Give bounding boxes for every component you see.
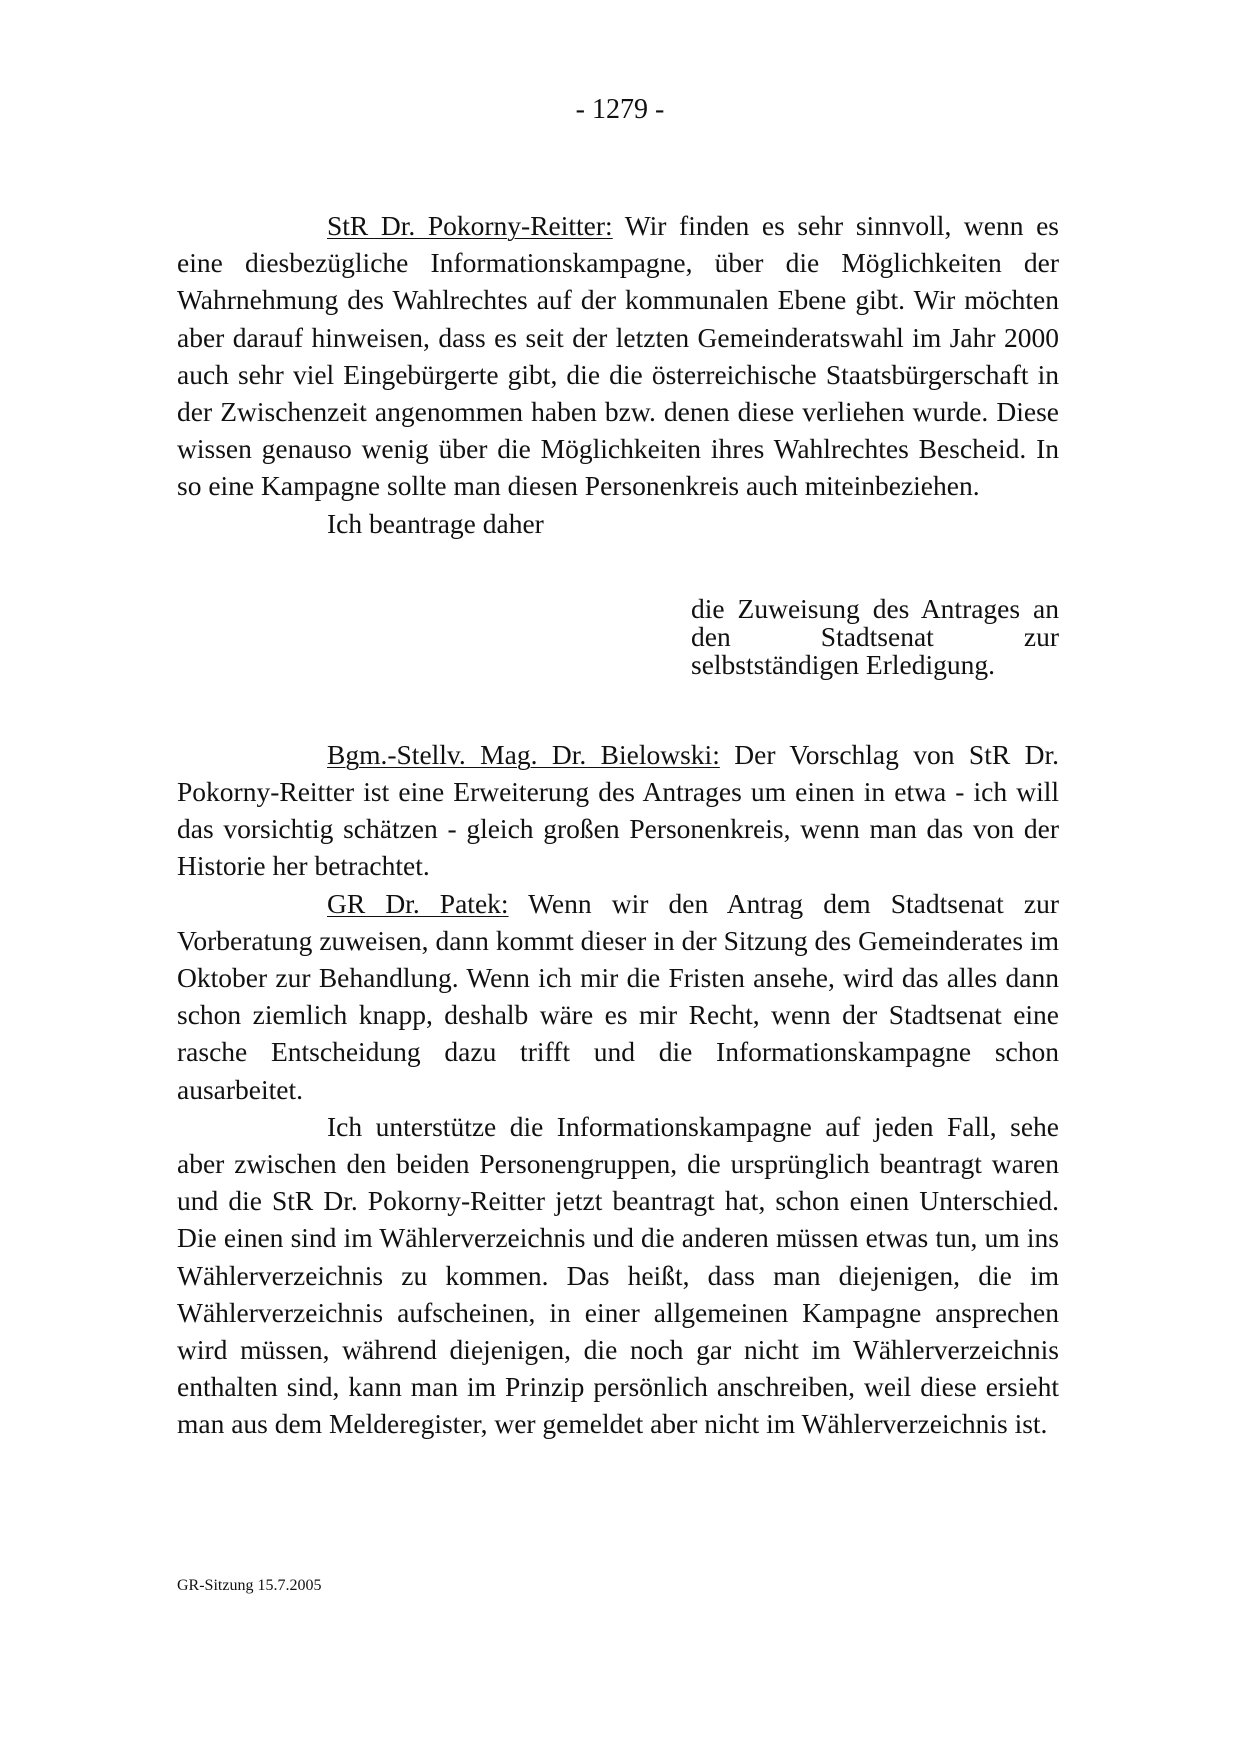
speech-paragraph (177, 207, 1059, 505)
motion-resolution: die Zuweisung des Antrages an den Stadtsenat zur selbstständigen Erledigung. (691, 592, 1059, 680)
speaker-name: Bgm.-Stellv. Mag. Dr. Bielowski: (327, 738, 720, 770)
speech-text: Der Vorschlag von StR Dr. Pokorny-Reitter ist eine Erweiterung des Antrages um einen in etwa - ich will das vorsichtig schätzen - gleich großen Personenkreis, wenn man das von der Historie her betrachtet. (177, 738, 1059, 882)
page-number: - 1279 - (575, 94, 665, 125)
speaker-name: GR Dr. Patek: (327, 887, 509, 919)
motion-intro: Ich beantrage daher (327, 507, 544, 539)
speech-paragraph (177, 736, 1059, 885)
page-footer: GR-Sitzung 15.7.2005 (177, 1577, 322, 1594)
speech-text: Wenn wir den Antrag dem Stadtsenat zur Vorberatung zuweisen, dann kommt dieser in der Sitzung des Gemeinderates im Oktober zur Behandlung. Wenn ich mir die Fristen ansehe, wird das alles dann schon ziemlich knapp, deshalb wäre es mir Recht, wenn der Stadtsenat eine rasche Entscheidung dazu trifft und die Informationskampagne schon ausarbeitet. (177, 887, 1059, 1105)
speaker-name: StR Dr. Pokorny-Reitter: (327, 210, 613, 241)
speech-paragraph (177, 1108, 1059, 1443)
speech-text: Ich unterstütze die Informationskampagne auf jeden Fall, sehe aber zwischen den beiden Personengruppen, die ursprünglich beantragt waren und die StR Dr. Pokorny-Reitter jetzt beantragt hat, schon einen Unterschied. Die einen sind im Wählerverzeichnis und die anderen müssen etwas tun, um ins Wählerverzeichnis zu kommen. Das heißt, dass man diejenigen, die im Wählerverzeichnis aufscheinen, in einer allgemeinen Kampagne ansprechen wird müssen, während diejenigen, die noch gar nicht im Wählerverzeichnis enthalten sind, kann man im Prinzip persönlich anschreiben, weil diese ersieht man aus dem Melderegister, wer gemeldet aber nicht im Wählerverzeichnis ist. (177, 1110, 1059, 1440)
speech-paragraph (177, 885, 1059, 1108)
document-body (177, 207, 1059, 1443)
speech-text: Wir finden es sehr sinnvoll, wenn es eine diesbezügliche Informationskampagne, über die Möglichkeiten der Wahrnehmung des Wahlrechtes auf der kommunalen Ebene gibt. Wir möchten aber darauf hinweisen, dass es seit der letzten Gemeinderatswahl im Jahr 2000 auch sehr viel Eingebürgerte gibt, die die österreichische Staatsbürgerschaft in der Zwischenzeit angenommen haben bzw. denen diese verliehen wurde. Diese wissen genauso wenig über die Möglichkeiten ihres Wahlrechtes Bescheid. In so eine Kampagne sollte man diesen Personenkreis auch miteinbeziehen. (177, 210, 1059, 502)
